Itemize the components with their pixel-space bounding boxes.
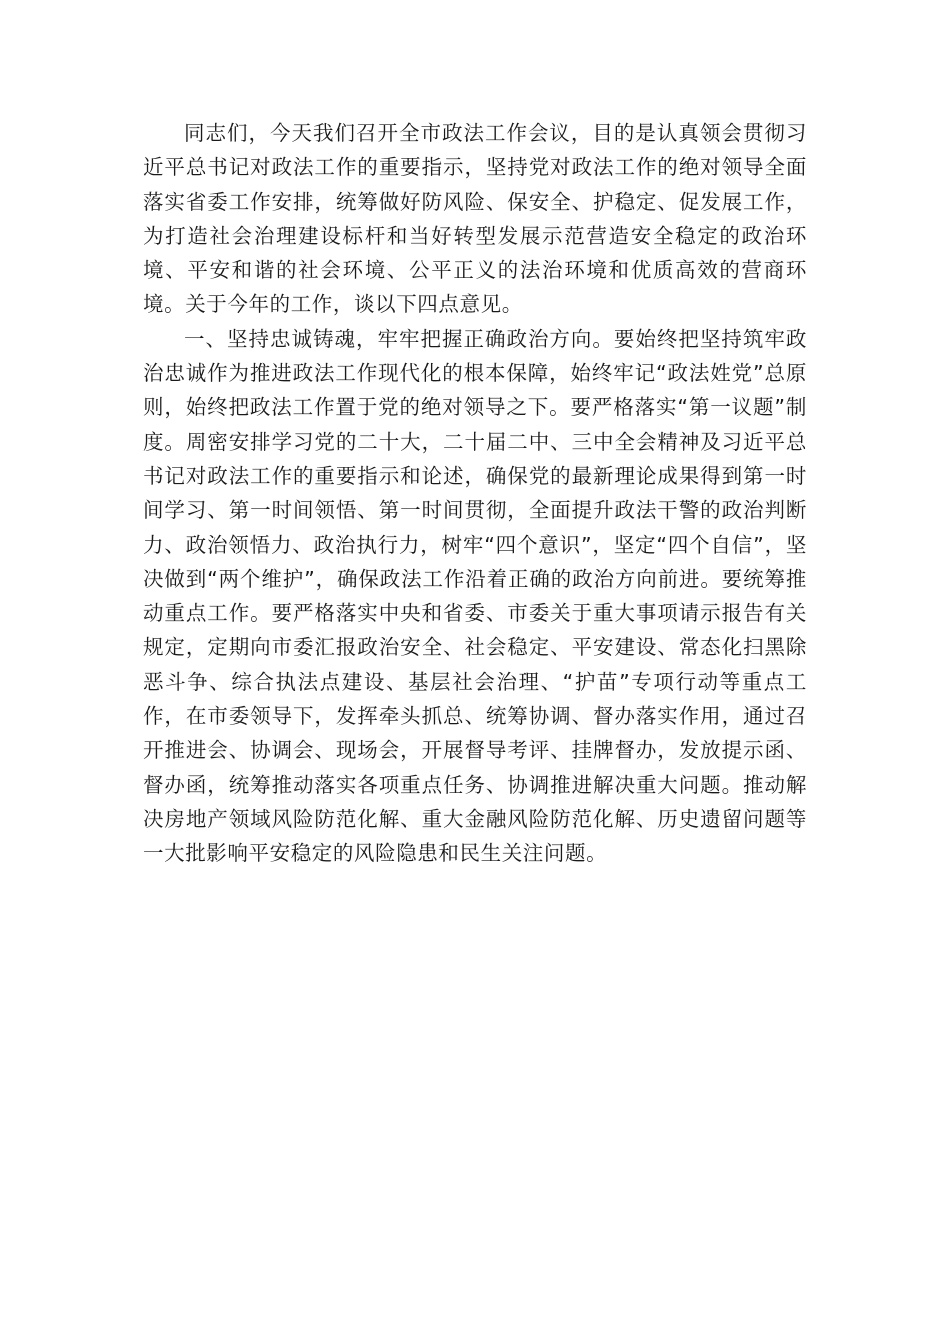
paragraph-section-one: 一、坚持忠诚铸魂，牢牢把握正确政治方向。要始终把坚持筑牢政治忠诚作为推进政法工作现代化的根本保障，始终牢记“政法姓党”总原则，始终把政法工作置于党的绝对领导之下。要严格落实“第一议题”制度。周密安排学习党的二十大，二十届二中、三中全会精神及习近平总书记对政法工作的重要指示和论述，确保党的最新理论成果得到第一时间学习、第一时间领悟、第一时间贯彻，全面提升政法干警的政治判断力、政治领悟力、政治执行力，树牢“四个意识”，坚定“四个自信”，坚决做到“两个维护”，确保政法工作沿着正确的政治方向前进。要统筹推动重点工作。要严格落实中央和省委、市委关于重大事项请示报告有关规定，定期向市委汇报政治安全、社会稳定、平安建设、常态化扫黑除恶斗争、综合执法点建设、基层社会治理、“护苗”专项行动等重点工作，在市委领导下，发挥牵头抓总、统筹协调、督办落实作用，通过召开推进会、协调会、现场会，开展督导考评、挂牌督办，发放提示函、督办函，统筹推动落实各项重点任务、协调推进解决重大问题。推动解决房地产领域风险防范化解、重大金融风险防范化解、历史遗留问题等一大批影响平安稳定的风险隐患和民生关注问题。 — [143, 326, 807, 866]
document-body — [143, 116, 807, 871]
paragraph-opening: 同志们，今天我们召开全市政法工作会议，目的是认真领会贯彻习近平总书记对政法工作的重要指示，坚持党对政法工作的绝对领导全面落实省委工作安排，统筹做好防风险、保安全、护稳定、促发展工作，为打造社会治理建设标杆和当好转型发展示范营造安全稳定的政治环境、平安和谐的社会环境、公平正义的法治环境和优质高效的营商环境。关于今年的工作，谈以下四点意见。 — [143, 121, 807, 317]
